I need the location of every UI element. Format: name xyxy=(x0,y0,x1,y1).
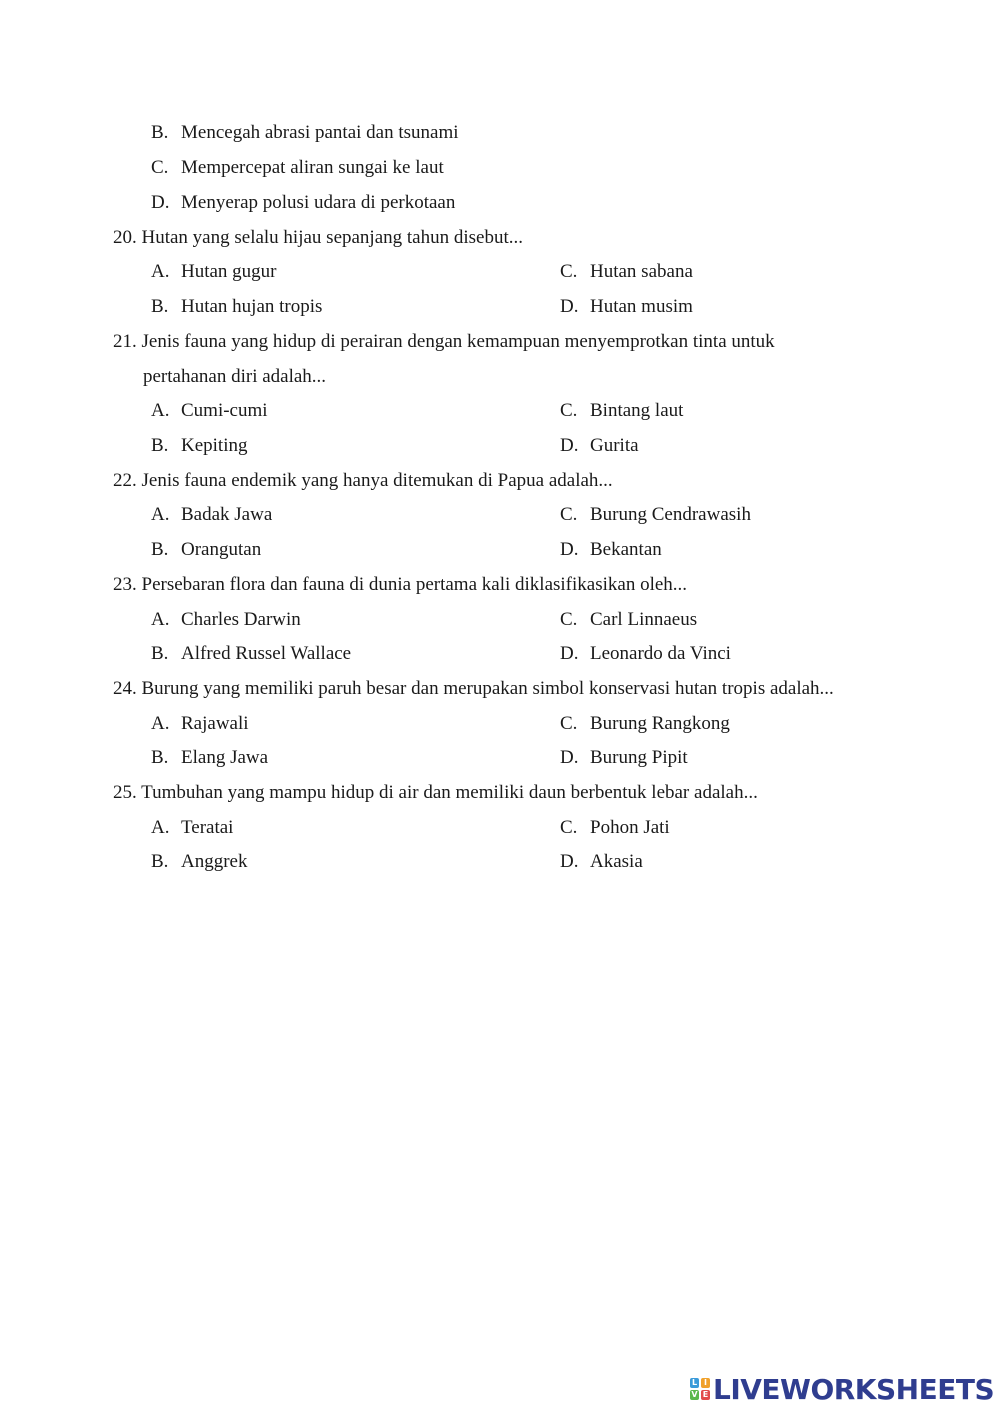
q20-option-a xyxy=(151,260,277,284)
option-text: Hutan sabana xyxy=(590,261,693,282)
option-text: Bekantan xyxy=(590,539,662,560)
liveworksheets-logo xyxy=(690,1372,994,1406)
option-letter: B. xyxy=(151,643,169,664)
option-text: Leonardo da Vinci xyxy=(590,643,731,664)
option-letter: B. xyxy=(151,539,169,560)
option-letter: C. xyxy=(560,713,578,734)
option-letter: B. xyxy=(151,296,169,317)
option-letter: B. xyxy=(151,747,169,768)
question-number: 22. xyxy=(113,470,137,491)
option-text: Mempercepat aliran sungai ke laut xyxy=(181,157,444,178)
question-24 xyxy=(113,677,834,701)
question-text: pertahanan diri adalah... xyxy=(143,366,327,387)
question-text: Tumbuhan yang mampu hidup di air dan memiliki daun berbentuk lebar adalah... xyxy=(141,782,758,803)
option-text: Cumi-cumi xyxy=(181,400,268,421)
option-letter: A. xyxy=(151,400,170,421)
q20-option-b xyxy=(151,295,322,319)
option-text: Elang Jawa xyxy=(181,747,269,768)
option-text: Anggrek xyxy=(181,851,248,872)
option-text: Bintang laut xyxy=(590,400,684,421)
option-letter: A. xyxy=(151,261,170,282)
q23-option-d xyxy=(560,642,731,666)
question-number: 20. xyxy=(113,227,137,248)
option-text: Kepiting xyxy=(181,435,248,456)
question-number: 25. xyxy=(113,782,137,803)
q22-option-b xyxy=(151,538,261,562)
question-text: Jenis fauna yang hidup di perairan dengan kemampuan menyemprotkan tinta untuk xyxy=(141,331,775,352)
option-letter: A. xyxy=(151,713,170,734)
option-letter: C. xyxy=(560,261,578,282)
logo-mark-tile: L xyxy=(691,1378,698,1387)
option-letter: D. xyxy=(560,851,579,872)
option-text: Mencegah abrasi pantai dan tsunami xyxy=(181,122,459,143)
q24-option-c xyxy=(560,712,730,736)
q25-option-b xyxy=(151,850,247,874)
question-number: 23. xyxy=(113,574,137,595)
q21-option-b xyxy=(151,434,248,458)
question-text: Hutan yang selalu hijau sepanjang tahun disebut... xyxy=(141,227,523,248)
logo-text: LIVEWORKSHEETS xyxy=(713,1372,995,1406)
option-letter: B. xyxy=(151,435,169,456)
q21-option-d xyxy=(560,434,639,458)
q22-option-d xyxy=(560,538,662,562)
logo-mark-tile: I xyxy=(701,1378,710,1388)
option-letter: D. xyxy=(560,296,579,317)
q23-option-b xyxy=(151,642,351,666)
logo-mark-icon xyxy=(690,1378,710,1400)
option-text: Badak Jawa xyxy=(181,504,273,525)
option-letter: C. xyxy=(560,504,578,525)
option-text: Teratai xyxy=(181,817,234,838)
question-number: 24. xyxy=(113,678,137,699)
option-letter: A. xyxy=(151,609,170,630)
option-letter: C. xyxy=(560,609,578,630)
q22-option-a xyxy=(151,503,272,527)
q19-option-d xyxy=(151,191,455,215)
option-letter: D. xyxy=(560,747,579,768)
option-text: Burung Pipit xyxy=(590,747,688,768)
option-text: Hutan hujan tropis xyxy=(181,296,323,317)
option-text: Charles Darwin xyxy=(181,609,301,630)
q19-option-b xyxy=(151,121,459,145)
option-text: Orangutan xyxy=(181,539,262,560)
option-letter: C. xyxy=(560,817,578,838)
question-number: 21. xyxy=(113,331,137,352)
logo-mark-tile: E xyxy=(702,1390,709,1399)
question-25 xyxy=(113,781,758,805)
option-text: Burung Cendrawasih xyxy=(590,504,751,525)
option-text: Hutan gugur xyxy=(181,261,277,282)
q21-option-c xyxy=(560,399,683,423)
q24-option-d xyxy=(560,746,688,770)
option-letter: D. xyxy=(151,192,170,213)
option-text: Carl Linnaeus xyxy=(590,609,698,630)
q23-option-a xyxy=(151,608,301,632)
option-text: Pohon Jati xyxy=(590,817,670,838)
question-21 xyxy=(113,330,775,354)
option-text: Hutan musim xyxy=(590,296,693,317)
option-letter: D. xyxy=(560,643,579,664)
option-letter: D. xyxy=(560,435,579,456)
q21-option-a xyxy=(151,399,268,423)
question-text: Burung yang memiliki paruh besar dan merupakan simbol konservasi hutan tropis adalah... xyxy=(141,678,834,699)
q23-option-c xyxy=(560,608,697,632)
option-letter: C. xyxy=(151,157,169,178)
question-20 xyxy=(113,226,523,250)
logo-mark-tile: V xyxy=(691,1390,698,1399)
option-letter: B. xyxy=(151,122,169,143)
option-text: Rajawali xyxy=(181,713,249,734)
q19-option-c xyxy=(151,156,444,180)
option-letter: C. xyxy=(560,400,578,421)
question-text: Persebaran flora dan fauna di dunia pertama kali diklasifikasikan oleh... xyxy=(141,574,688,595)
option-text: Akasia xyxy=(590,851,643,872)
q25-option-a xyxy=(151,816,233,840)
option-letter: D. xyxy=(560,539,579,560)
q25-option-d xyxy=(560,850,643,874)
option-text: Menyerap polusi udara di perkotaan xyxy=(181,192,456,213)
option-letter: A. xyxy=(151,817,170,838)
option-letter: B. xyxy=(151,851,169,872)
q24-option-a xyxy=(151,712,249,736)
option-letter: A. xyxy=(151,504,170,525)
q22-option-c xyxy=(560,503,751,527)
option-text: Burung Rangkong xyxy=(590,713,730,734)
q24-option-b xyxy=(151,746,268,770)
q20-option-d xyxy=(560,295,693,319)
q20-option-c xyxy=(560,260,693,284)
question-23 xyxy=(113,573,687,597)
question-21-continued xyxy=(143,365,326,389)
option-text: Gurita xyxy=(590,435,639,456)
question-22 xyxy=(113,469,613,493)
q25-option-c xyxy=(560,816,670,840)
option-text: Alfred Russel Wallace xyxy=(181,643,352,664)
question-text: Jenis fauna endemik yang hanya ditemukan di Papua adalah... xyxy=(141,470,613,491)
